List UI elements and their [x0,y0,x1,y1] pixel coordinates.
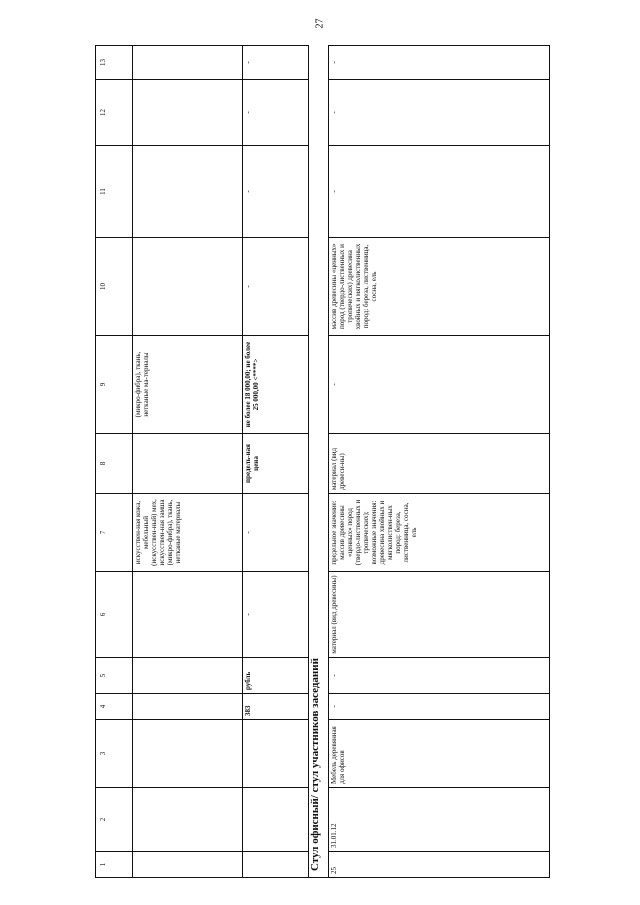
price-cell-2 [242,787,308,851]
requirements-table [95,45,550,878]
rotated-table-wrapper [95,46,549,878]
row25-cell-4: - [328,693,549,719]
row25-cell-8: материал (вид древеси-ны) [328,433,549,493]
cont-cell-1 [132,851,242,877]
price-cell-6: - [242,571,308,657]
price-cell-13: - [242,45,308,79]
price-cell-10: - [242,237,308,335]
row25-cell-7: предельное значение: массив древесины «ценных» пород (твердо-лиственных и тропических); возможные значения: древесина хвойных и мягколиствен-ных пород: береза, лиственница, сосна, ель [328,493,549,571]
row25-cell-10: массив древесины «ценных» пород (твердо-лиственных и тропических) древесина хвойных и мягколиственных пород: береза, лиственница, сосна, ель [328,237,549,335]
header-cell-3: 3 [96,719,132,787]
header-cell-4: 4 [96,693,132,719]
row25-cell-1: 25 [328,851,549,877]
cont-cell-2 [132,787,242,851]
header-cell-10: 10 [96,237,132,335]
cont-cell-11 [132,145,242,237]
price-cell-11: - [242,145,308,237]
row-25 [328,45,550,877]
price-cell-3 [242,719,308,787]
price-cell-12: - [242,79,308,145]
row25-cell-2: 31.01.12 [328,787,549,851]
cont-cell-9: (микро-фибра), ткань, нетканые ма-териалы [132,335,242,433]
cont-cell-3 [132,719,242,787]
price-cell-9: не более 18 000,00; не более 25 000,00 <****> [242,335,308,433]
cont-cell-7: искусствен-ная кожа, мебельный (искусствен-ный) мех, искусствен-ная замша (микро-фибра), ткань, нетканые материалы [132,493,242,571]
row25-cell-5: - [328,657,549,693]
cont-cell-13 [132,45,242,79]
header-cell-8: 8 [96,433,132,493]
header-cell-1: 1 [96,851,132,877]
header-cell-5: 5 [96,657,132,693]
row25-cell-11: - [328,145,549,237]
header-cell-7: 7 [96,493,132,571]
price-cell-1 [242,851,308,877]
row25-cell-3: Мебель деревянная для офисов [328,719,549,787]
cont-cell-8 [132,433,242,493]
price-cell-4: 383 [242,693,308,719]
price-cell-5: рубль [242,657,308,693]
cont-cell-5 [132,657,242,693]
row25-cell-6: материал (вид древесины) [328,571,549,657]
section-title: Стул офисный/ стул участников заседаний [309,658,321,871]
continuation-row [132,45,243,877]
cont-cell-4 [132,693,242,719]
header-cell-9: 9 [96,335,132,433]
header-cell-6: 6 [96,571,132,657]
section-header [308,45,329,877]
cont-cell-12 [132,79,242,145]
row25-cell-12: - [328,79,549,145]
cont-cell-6 [132,571,242,657]
cont-cell-10 [132,237,242,335]
price-cell-7: - [242,493,308,571]
price-row [242,45,309,877]
header-cell-13: 13 [96,45,132,79]
header-row [96,45,133,877]
row25-cell-13: - [328,45,549,79]
row25-cell-9: - [328,335,549,433]
price-cell-8: предель-ная цена [242,433,308,493]
header-cell-12: 12 [96,79,132,145]
header-cell-2: 2 [96,787,132,851]
page-number: 27 [314,18,326,29]
header-cell-11: 11 [96,145,132,237]
